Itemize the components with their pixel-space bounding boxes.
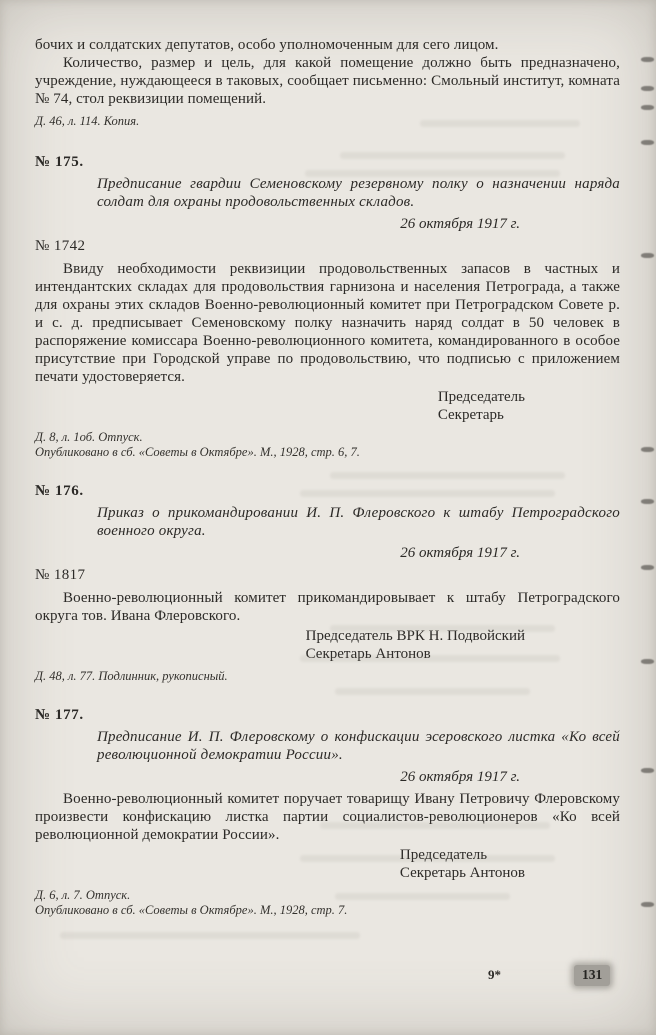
signature-chairman: Председатель (437, 389, 525, 405)
signature-block (400, 846, 525, 882)
ink-mark (641, 105, 654, 110)
document-internal-number: № 1742 (35, 238, 86, 254)
ink-mark (641, 565, 654, 570)
document-body: Ввиду необходимости реквизиции продовольственных запасов в частных и интендантских складах для продовольствия гарнизона и населения Петрограда, а также для охраны этих складов Военно-революционный комитет при Петроградском Совете р. и с. д. предписывает Семеновскому полку назначить наряд солдат в 50 человек в распоряжение комиссара Военно-революционного комитета, командированного в особое присутствие при Городской управе по продовольствию, что подписью с приложением печати удостоверяется. (35, 261, 620, 385)
bleedthrough-line (305, 170, 560, 177)
ink-mark (641, 447, 654, 452)
bleedthrough-line (340, 152, 565, 159)
ink-mark (641, 86, 654, 91)
bleedthrough-line (300, 490, 555, 497)
document-body: Военно-революционный комитет поручает товарищу Ивану Петровичу Флеровскому произвести конфискацию листка партии социалистов-революционеров «Ко всей революционной демократии России». (35, 791, 620, 843)
page-footer (0, 965, 656, 989)
document-title: Предписание гвардии Семеновскому резервному полку о назначении наряда солдат для охраны продовольственных складов. (97, 176, 620, 210)
page-number: 131 (574, 965, 610, 986)
document-175 (35, 153, 620, 460)
document-number: № 175. (35, 154, 84, 170)
bleedthrough-line (335, 893, 510, 900)
document-number: № 176. (35, 483, 84, 499)
bleedthrough-line (420, 120, 580, 127)
archive-reference: Д. 48, л. 77. Подлинник, рукописный. (35, 669, 228, 683)
archive-reference: Д. 6, л. 7. Отпуск. (35, 888, 131, 902)
bleedthrough-line (335, 688, 530, 695)
continuation-paragraph-1: бочих и солдатских депутатов, особо уполномоченным для сего лицом. (35, 37, 499, 53)
signature-chairman: Председатель (399, 847, 488, 863)
document-176 (35, 482, 620, 684)
publication-reference: Опубликовано в сб. «Советы в Октябре». М., 1928, стр. 7. (35, 903, 348, 917)
document-number: № 177. (35, 707, 84, 723)
signature-secretary: Секретарь Антонов (399, 865, 525, 881)
document-title: Приказ о прикомандировании И. П. Флеровского к штабу Петроградского военного округа. (97, 505, 620, 539)
source-block (35, 888, 620, 918)
archive-reference: Д. 46, л. 114. Копия. (35, 114, 140, 128)
document-title: Предписание И. П. Флеровскому о конфискации эсеровского листка «Ко всей революционной демократии России». (97, 729, 620, 763)
printers-signature-mark: 9* (488, 967, 501, 982)
source-block (35, 430, 620, 460)
signature-secretary: Секретарь Антонов (305, 646, 431, 662)
ink-mark (641, 902, 654, 907)
document-date: 26 октября 1917 г. (400, 216, 520, 232)
bleedthrough-line (60, 932, 360, 939)
continuation-paragraph-2: Количество, размер и цель, для какой помещение должно быть предназначено, учреждение, нуждающееся в таковых, сообщает письменно: Смольный институт, комната № 74, стол реквизиции помещений. (35, 55, 620, 107)
signature-block (438, 388, 525, 424)
ink-mark (641, 499, 654, 504)
bleedthrough-line (320, 822, 550, 829)
ink-mark (641, 57, 654, 62)
document-internal-number: № 1817 (35, 567, 86, 583)
document-date: 26 октября 1917 г. (400, 545, 520, 561)
bleedthrough-line (330, 472, 565, 479)
document-date: 26 октября 1917 г. (400, 769, 520, 785)
document-body: Военно-революционный комитет прикомандировывает к штабу Петроградского округа тов. Ивана Флеровского. (35, 590, 620, 624)
archive-reference: Д. 8, л. 1об. Отпуск. (35, 430, 143, 444)
signature-secretary: Секретарь (437, 407, 504, 423)
document-177 (35, 706, 620, 918)
signature-chairman: Председатель ВРК Н. Подвойский (305, 628, 525, 644)
publication-reference: Опубликовано в сб. «Советы в Октябре». М., 1928, стр. 6, 7. (35, 445, 360, 459)
ink-mark (641, 140, 654, 145)
ink-mark (641, 768, 654, 773)
bleedthrough-line (330, 625, 555, 632)
ink-mark (641, 659, 654, 664)
bleedthrough-line (300, 655, 560, 662)
source-block (35, 669, 620, 684)
ink-mark (641, 253, 654, 258)
bleedthrough-line (300, 855, 555, 862)
